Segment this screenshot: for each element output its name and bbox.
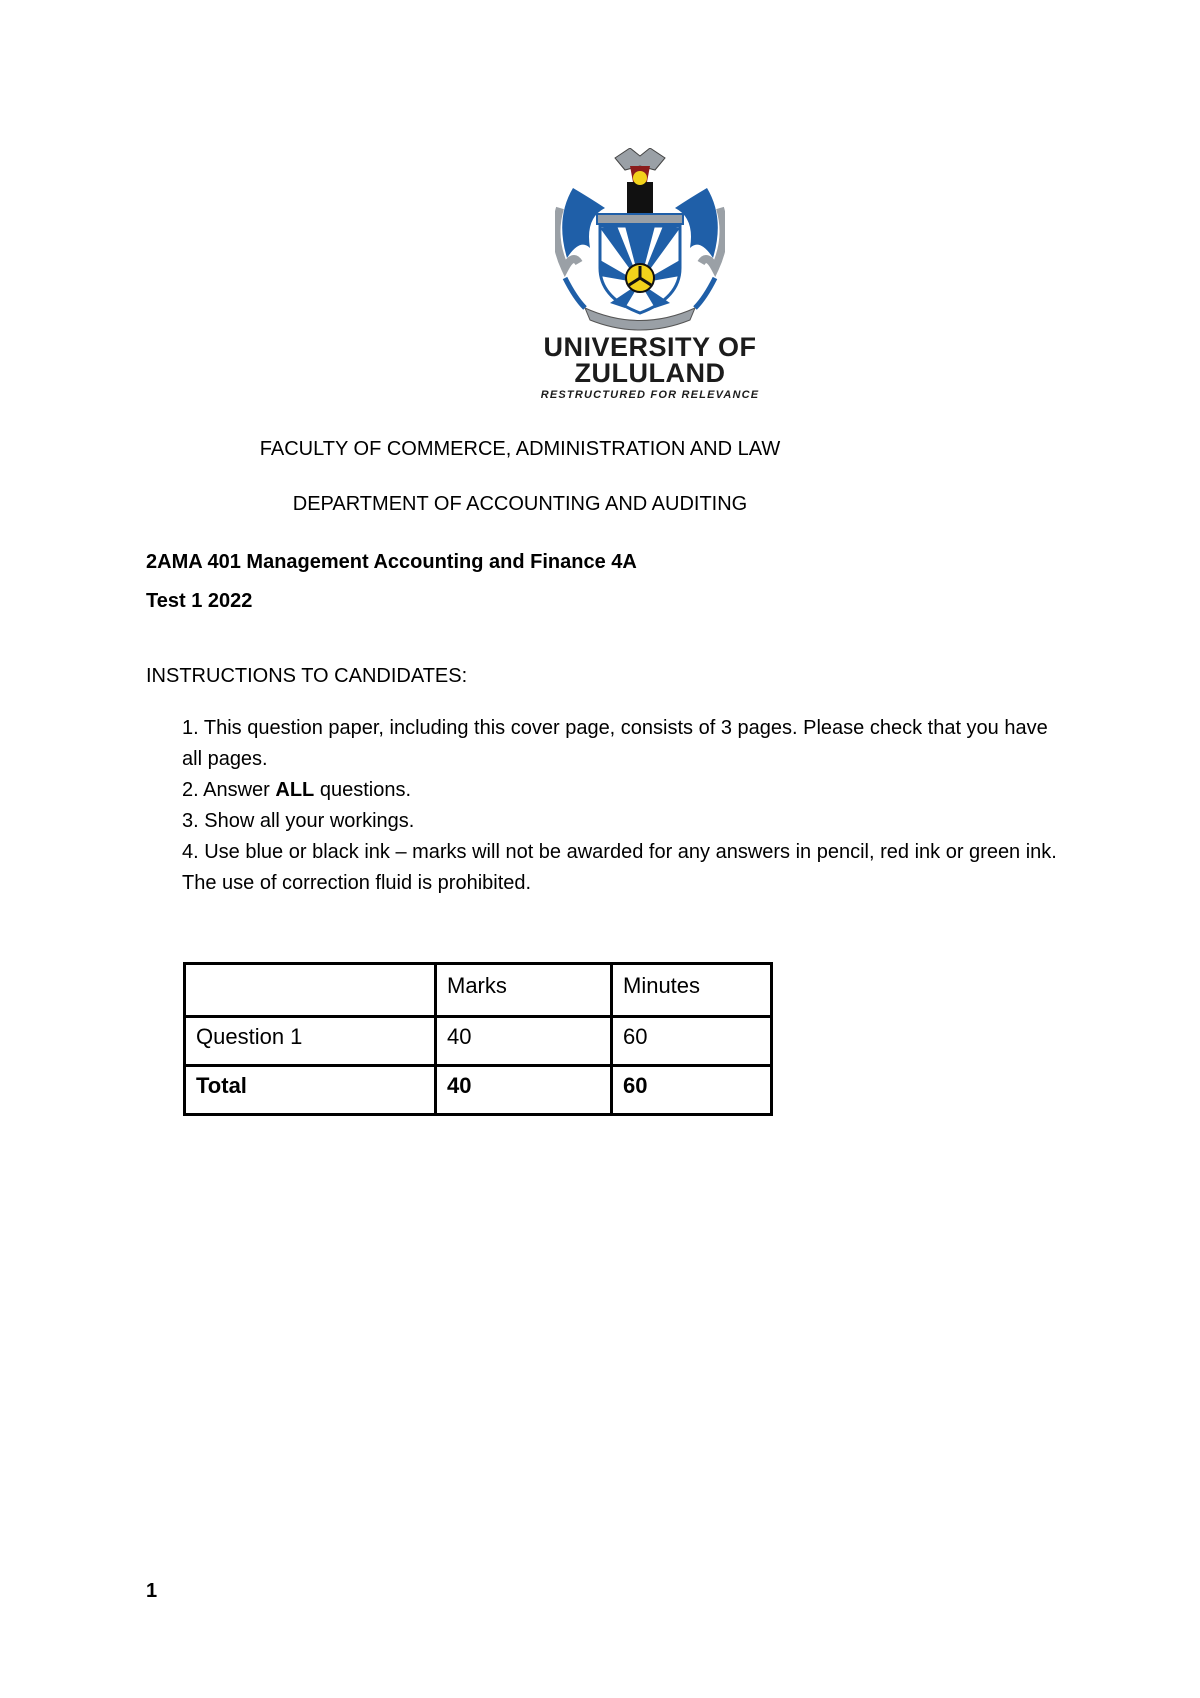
instruction-list: [182, 713, 1062, 899]
page-number: 1: [146, 1580, 158, 1602]
table-row: [185, 1017, 772, 1066]
logo-university-text-line1: UNIVERSITY OF: [543, 332, 757, 362]
faculty-heading: FACULTY OF COMMERCE, ADMINISTRATION AND LAW: [259, 438, 781, 460]
table-total-cell: 60: [612, 1066, 772, 1115]
table-header-row: [185, 964, 772, 1017]
table-header-cell: Marks: [436, 964, 612, 1017]
test-title: Test 1 2022: [146, 590, 253, 612]
instruction-emphasis: ALL: [275, 779, 315, 801]
table-cell: 60: [612, 1017, 772, 1066]
table-total-cell: 40: [436, 1066, 612, 1115]
table-header-cell: Minutes: [612, 964, 772, 1017]
instruction-item: 1. This question paper, including this cover page, consists of 3 pages. Please check that you have all pages.: [182, 717, 1048, 770]
logo-university-text-line2: ZULULAND: [574, 358, 726, 388]
instruction-text: questions.: [314, 779, 412, 801]
table-total-row: [185, 1066, 772, 1115]
table-header-cell: [185, 964, 436, 1017]
instructions-heading: INSTRUCTIONS TO CANDIDATES:: [146, 665, 468, 687]
course-title: 2AMA 401 Management Accounting and Finance 4A: [146, 551, 637, 573]
instruction-text: 2. Answer: [182, 779, 276, 801]
instruction-item: [182, 775, 1062, 806]
instruction-item: 4. Use blue or black ink – marks will not be awarded for any answers in pencil, red ink or green ink. The use of correction fluid is prohibited.: [182, 841, 1057, 894]
university-crest-logo: [555, 148, 725, 332]
logo-motto: RESTRUCTURED FOR RELEVANCE: [540, 389, 760, 401]
instruction-item: 3. Show all your workings.: [182, 810, 415, 832]
table-cell: 40: [436, 1017, 612, 1066]
table-total-cell: Total: [185, 1066, 436, 1115]
table-cell: Question 1: [185, 1017, 436, 1066]
department-heading: DEPARTMENT OF ACCOUNTING AND AUDITING: [292, 493, 748, 515]
marks-table: [183, 962, 773, 1116]
